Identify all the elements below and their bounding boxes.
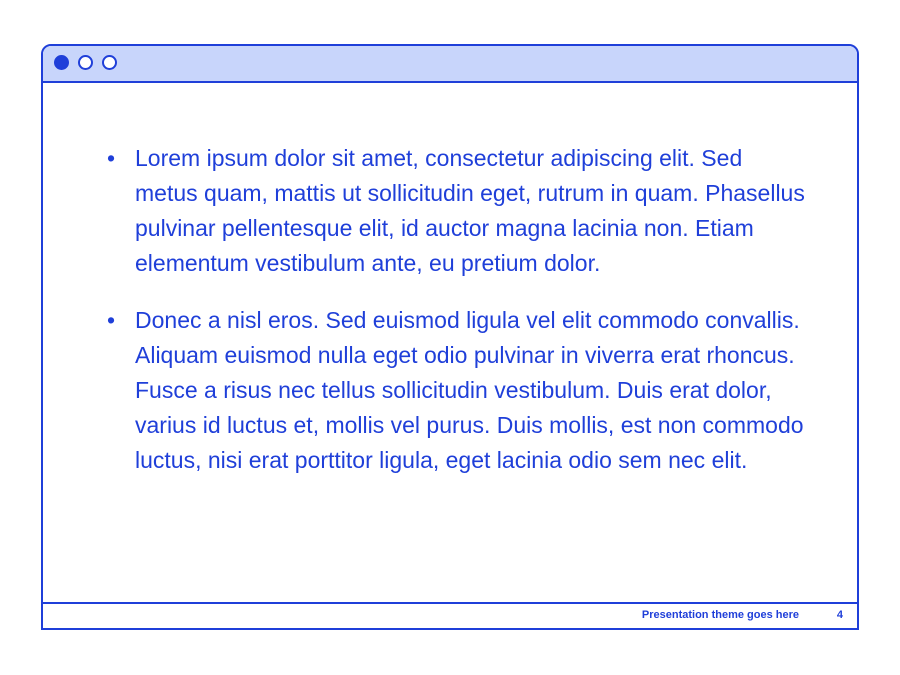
bullet-icon: •	[106, 145, 116, 171]
window-dot-outline-icon[interactable]	[78, 55, 93, 70]
window-dot-filled-icon[interactable]	[54, 55, 69, 70]
bullet-list	[106, 141, 805, 500]
slide-footer	[43, 602, 857, 628]
bullet-text: Lorem ipsum dolor sit amet, consectetur adipiscing elit. Sed metus quam, mattis ut sollicitudin eget, rutrum in quam. Phasellus pulvinar pellentesque elit, id auctor magna lacinia non. Etiam elementum vestibulum ante, eu pretium dolor.	[135, 145, 805, 276]
bullet-icon: •	[106, 307, 116, 333]
list-item	[106, 303, 805, 478]
slide-content	[43, 83, 857, 602]
window-dot-outline-icon[interactable]	[102, 55, 117, 70]
window-titlebar	[43, 46, 857, 83]
bullet-text: Donec a nisl eros. Sed euismod ligula vel elit commodo convallis. Aliquam euismod nulla eget odio pulvinar in viverra erat rhoncus. Fusce a risus nec tellus sollicitudin vestibulum. Duis erat dolor, varius id luctus et, mollis vel purus. Duis mollis, est non commodo luctus, nisi erat porttitor ligula, eget lacinia odio sem nec elit.	[135, 307, 804, 473]
browser-window	[41, 44, 859, 630]
list-item	[106, 141, 805, 281]
footer-theme-text: Presentation theme goes here	[641, 609, 799, 621]
page-number: 4	[836, 609, 843, 621]
